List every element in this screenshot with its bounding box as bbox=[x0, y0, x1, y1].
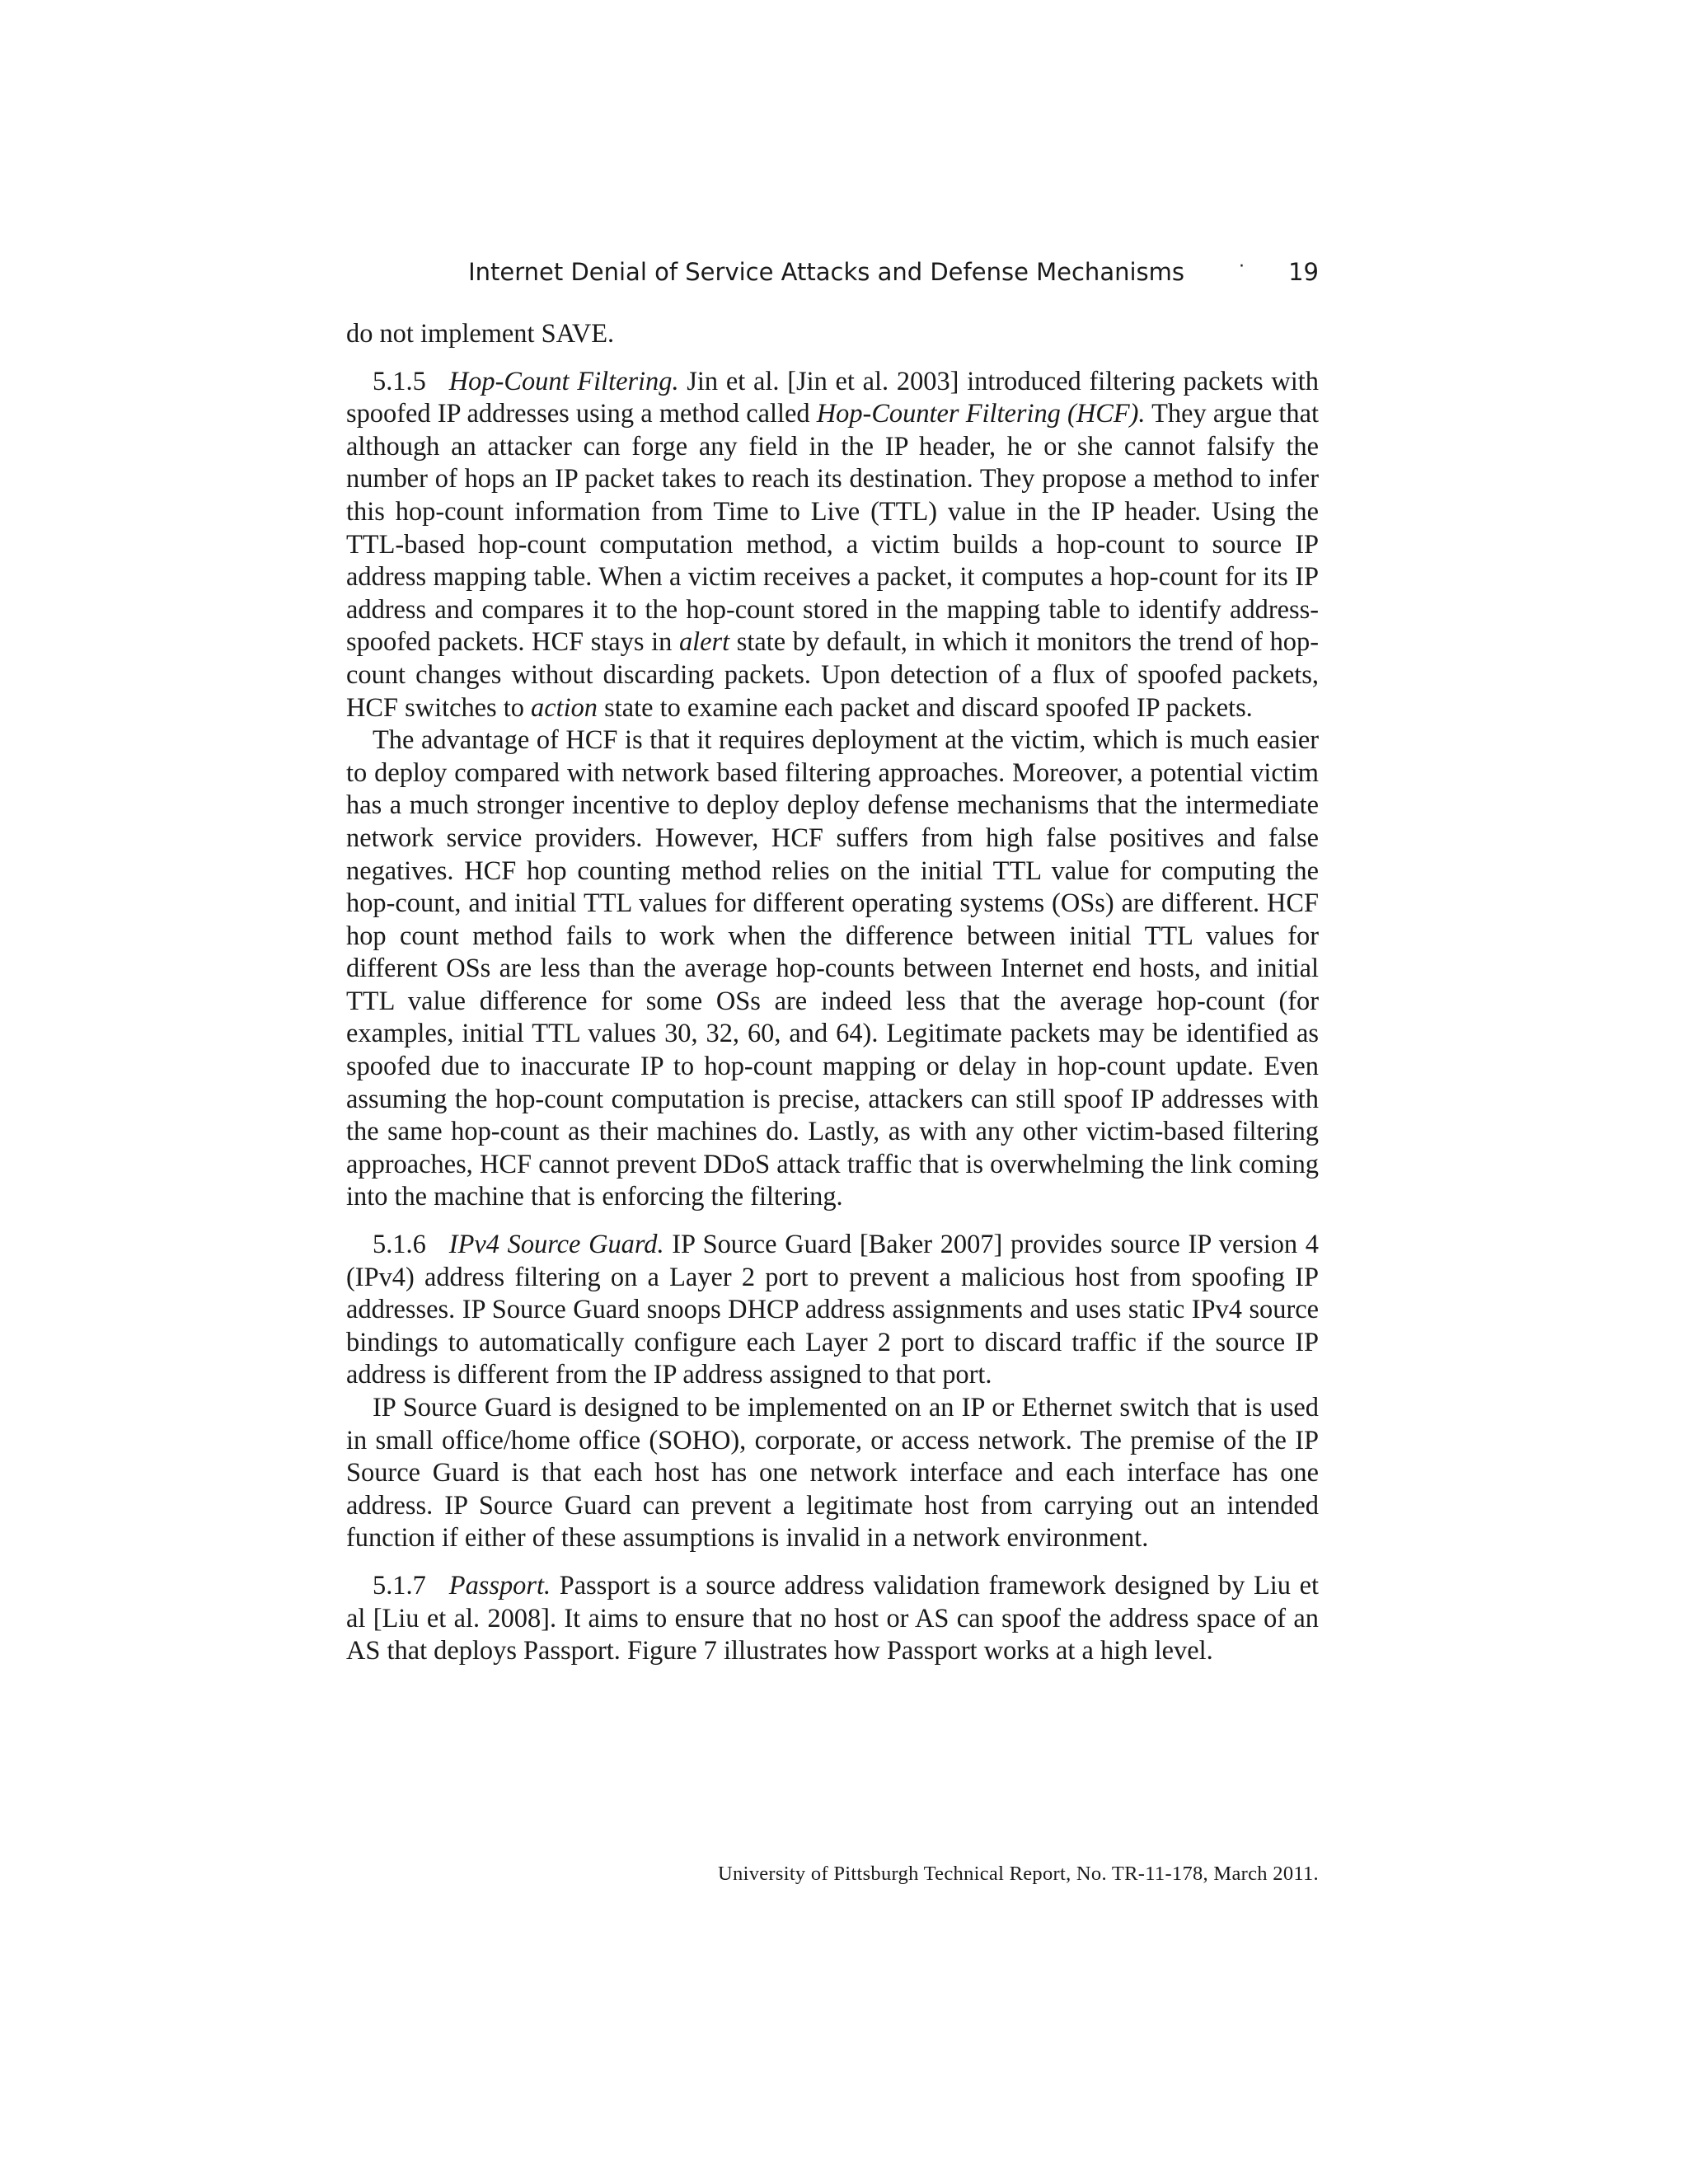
paragraph-text: They argue that although an attacker can forge any field in the IP header, he or she cannot falsify the number of hops an IP packet takes to reach its destination. They propose a method to infer this hop-count information from Time to Live (TTL) value in the IP header. Using the TTL-based hop-count computation method, a victim builds a hop-count to source IP address mapping table. When a victim receives a packet, it computes a hop-count for its IP address and compares it to the hop-count stored in the mapping table to identify address-spoofed packets. HCF stays in bbox=[346, 399, 1320, 658]
lead-line: do not implement SAVE. bbox=[346, 319, 615, 349]
alert-term: alert bbox=[678, 627, 730, 658]
section-title: Passport. bbox=[448, 1570, 551, 1601]
section-5-1-6-paragraph-1 bbox=[346, 1229, 1319, 1392]
section-5-1-6-paragraph-2: IP Source Guard is designed to be implemented on an IP or Ethernet switch that is used in small office/home office (SOHO), corporate, or access network. The premise of the IP Source Guard is that each host has one network interface and each interface has one address. IP Source Guard can prevent a legitimate host from carrying out an intended function if either of these assumptions is invalid in a network environment. bbox=[346, 1393, 1319, 1554]
body-text bbox=[346, 318, 1319, 1668]
hcf-term: Hop-Counter Filtering (HCF). bbox=[816, 399, 1146, 429]
page-number: 19 bbox=[1288, 258, 1319, 286]
section-5-1-5-paragraph-1 bbox=[346, 366, 1319, 725]
section-5-1-5-paragraph-2: The advantage of HCF is that it requires deployment at the victim, which is much easier to deploy compared with network based filtering approaches. Moreover, a potential victim has a much stronger incentive to deploy deploy defense mechanisms that the intermediate network service providers. However, HCF suffers from high false positives and false negatives. HCF hop counting method relies on the initial TTL value for computing the hop-count, and initial TTL values for different operating systems (OSs) are different. HCF hop count method fails to work when the difference between initial TTL values for different OSs are less than the average hop-counts between Internet end hosts, and initial TTL value difference for some OSs are indeed less that the average hop-count (for examples, initial TTL values 30, 32, 60, and 64). Legitimate packets may be identified as spoofed due to inaccurate IP to hop-count mapping or delay in hop-count update. Even assuming the hop-count computation is precise, attackers can still spoof IP addresses with the same hop-count as their machines do. Lastly, as with any other victim-based filtering approaches, HCF cannot prevent DDoS attack traffic that is overwhelming the link coming into the machine that is enforcing the filtering. bbox=[346, 725, 1319, 1212]
page-footer: University of Pittsburgh Technical Report, No. TR-11-178, March 2011. bbox=[718, 1863, 1319, 1885]
paragraph-text: state by default, in which it monitors the trend of hop-count changes without discarding packets. Upon detection of a flux of spoofed packets, HCF switches to bbox=[346, 627, 1319, 723]
section-number: 5.1.7 bbox=[373, 1570, 426, 1601]
section-5-1-7-paragraph-1 bbox=[346, 1570, 1319, 1668]
section-title: Hop-Count Filtering. bbox=[448, 366, 679, 396]
section-number: 5.1.5 bbox=[373, 366, 426, 396]
section-number: 5.1.6 bbox=[373, 1230, 426, 1260]
paragraph-text: Jin et al. [Jin et al. 2003] introduced filtering packets with spoofed IP addresses using a method called bbox=[346, 366, 1319, 429]
section-title: IPv4 Source Guard. bbox=[448, 1230, 664, 1260]
page-header bbox=[346, 254, 1319, 290]
paragraph-text: IP Source Guard [Baker 2007] provides source IP version 4 (IPv4) address filtering on a Layer 2 port to prevent a malicious host from spoofing IP addresses. IP Source Guard snoops DHCP address assignments and uses static IPv4 source bindings to automatically configure each Layer 2 port to discard traffic if the source IP address is different from the IP address assigned to that port. bbox=[346, 1230, 1320, 1390]
header-separator: · bbox=[1239, 256, 1245, 277]
running-title: Internet Denial of Service Attacks and Defense Mechanisms bbox=[468, 258, 1184, 286]
action-term: action bbox=[531, 692, 598, 723]
paragraph-text: Passport is a source address validation framework designed by Liu et al [Liu et al. 2008]. It aims to ensure that no host or AS can spoof the address space of an AS that deploys Passport. Figure 7 illustrates how Passport works at a high level. bbox=[346, 1570, 1319, 1666]
paragraph-text: state to examine each packet and discard spoofed IP packets. bbox=[598, 692, 1253, 723]
